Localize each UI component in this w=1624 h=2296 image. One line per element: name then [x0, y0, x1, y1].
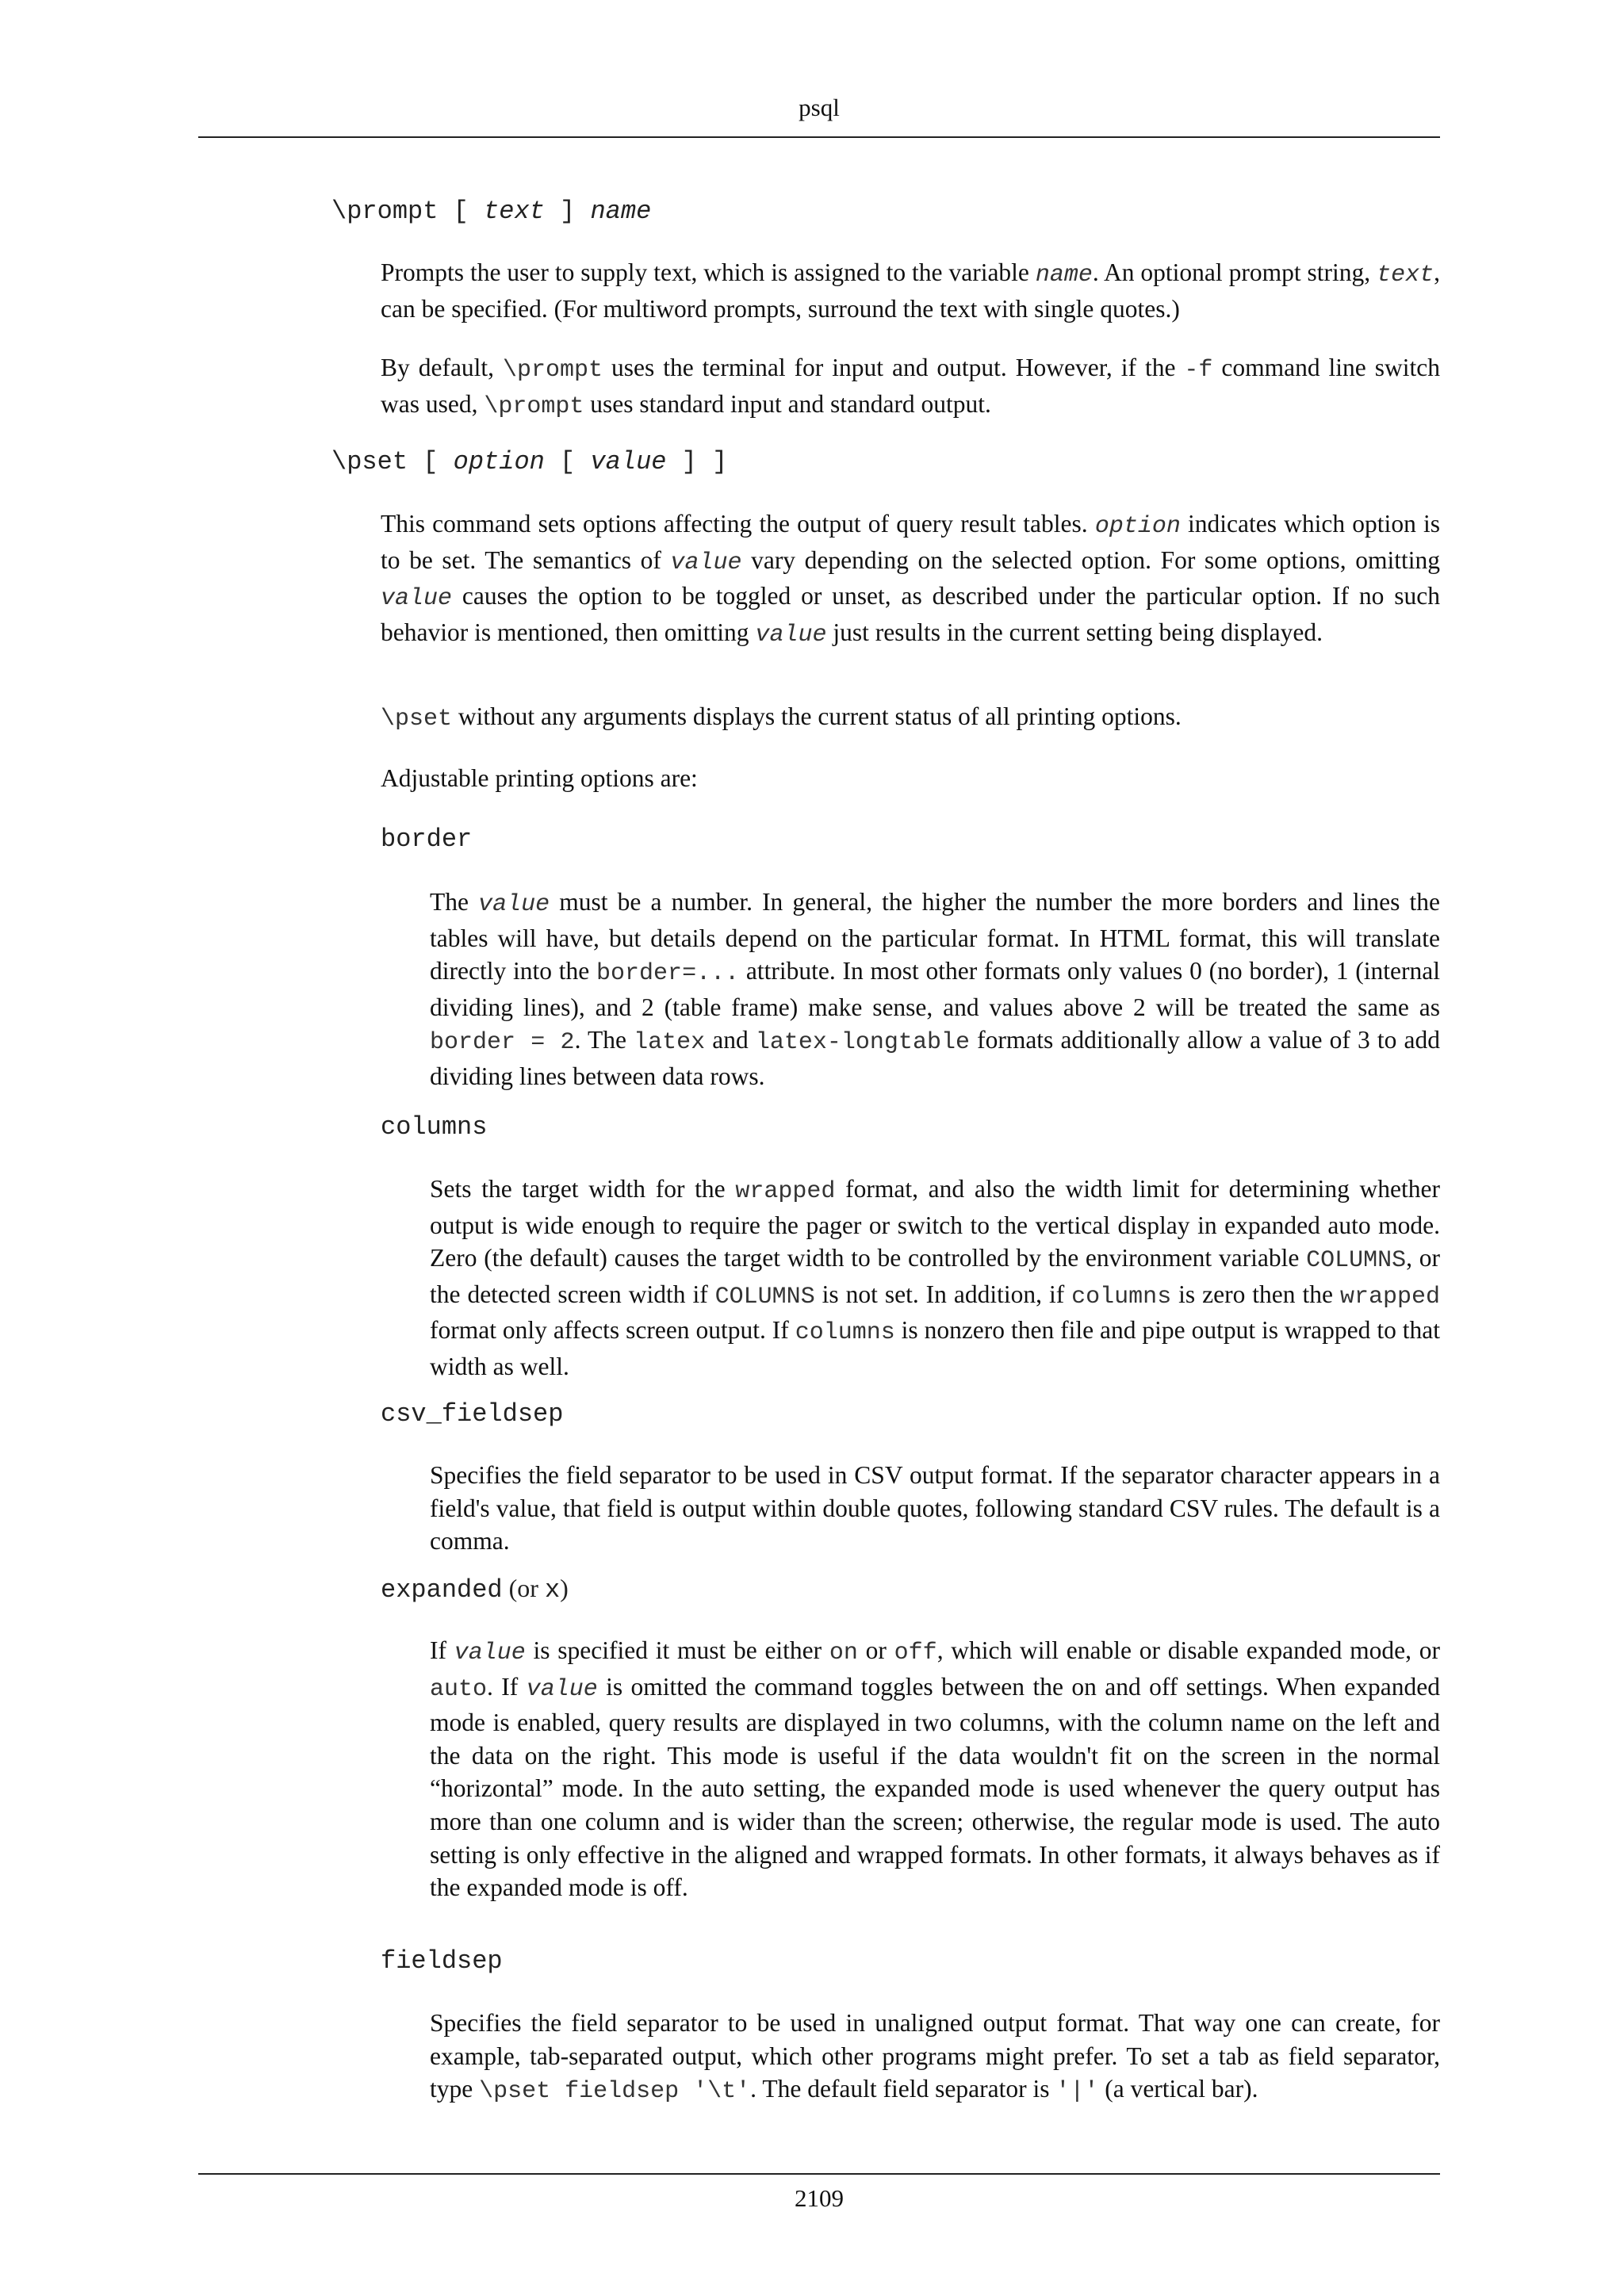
option-term-fieldsep: fieldsep: [381, 1946, 503, 1976]
prompt-default-note: By default, \prompt uses the terminal for input and output. However, if the -f command line switch was used, \prompt uses standard input and standard output.: [381, 354, 1440, 420]
option-term-csv-fieldsep: csv_fieldsep: [381, 1399, 564, 1429]
prompt-syntax: \prompt [ text ] name: [331, 197, 652, 226]
pset-syntax: \pset [ option [ value ] ]: [331, 447, 728, 476]
option-desc-csv-fieldsep: Specifies the field separator to be used in CSV output format. If the separator character appears in a field's value, that field is output within double quotes, following standard CSV rules. The default is a comma.: [430, 1461, 1440, 1556]
pset-options-intro: Adjustable printing options are:: [381, 764, 698, 792]
page-number: 2109: [795, 2184, 844, 2212]
pset-description: This command sets options affecting the output of query result tables. option indicates which option is to be set. The semantics of value vary depending on the selected option. For some options, omitting value causes the option to be toggled or unset, as described under the particular option. If no such behavior is mentioned, then omitting value just results in the current setting being displayed.: [381, 510, 1441, 649]
prompt-description: Prompts the user to supply text, which is assigned to the variable name. An optional prompt string, text, can be specified. (For multiword prompts, surround the text with single quotes.): [381, 258, 1440, 323]
option-desc-expanded: If value is specified it must be either on or off, which will enable or disable expanded mode, or auto. If value is omitted the command toggles between the on and off settings. When expanded mode is enabled, query results are displayed in two columns, with the column name on the left and the data on the right. This mode is useful if the data wouldn't fit on the screen in the normal “horizontal” mode. In the auto setting, the expanded mode is used whenever the query output has more than one column and is wider than the screen; otherwise, the regular mode is used. The auto setting is only effective in the aligned and wrapped formats. In other formats, it always behaves as if the expanded mode is off.: [430, 1636, 1440, 1902]
option-term-expanded: expanded (or x): [381, 1574, 569, 1605]
running-header: psql: [799, 94, 840, 121]
option-desc-border: The value must be a number. In general, the higher the number the more borders and lines the tables will have, but details depend on the particular format. In HTML format, this will translate directly into the border=... attribute. In most other formats only values 0 (no border), 1 (internal dividing lines), and 2 (table frame) make sense, and values above 2 will be treated the same as border = 2. The latex and latex-longtable formats additionally allow a value of 3 to add dividing lines between data rows.: [430, 888, 1441, 1090]
option-term-border: border: [381, 825, 473, 854]
option-desc-columns: Sets the target width for the wrapped format, and also the width limit for determining whether output is wide enough to require the pager or switch to the vertical display in expanded auto mode. Zero (the default) causes the target width to be controlled by the environment variable COLUMNS, or the detected screen width if COLUMNS is not set. In addition, if columns is zero then the wrapped format only affects screen output. If columns is nonzero then file and pipe output is wrapped to that width as well.: [430, 1175, 1441, 1380]
footer-rule: [198, 2173, 1440, 2175]
option-term-columns: columns: [381, 1112, 488, 1142]
header-rule: [198, 136, 1440, 138]
pset-no-args-note: \pset without any arguments displays the current status of all printing options.: [381, 702, 1182, 733]
option-desc-fieldsep: Specifies the field separator to be used in unaligned output format. That way one can create, for example, tab-separated output, which other programs might prefer. To set a tab as field separator, type \pset fieldsep '\t'. The default field separator is '|' (a vertical bar).: [430, 2009, 1440, 2106]
